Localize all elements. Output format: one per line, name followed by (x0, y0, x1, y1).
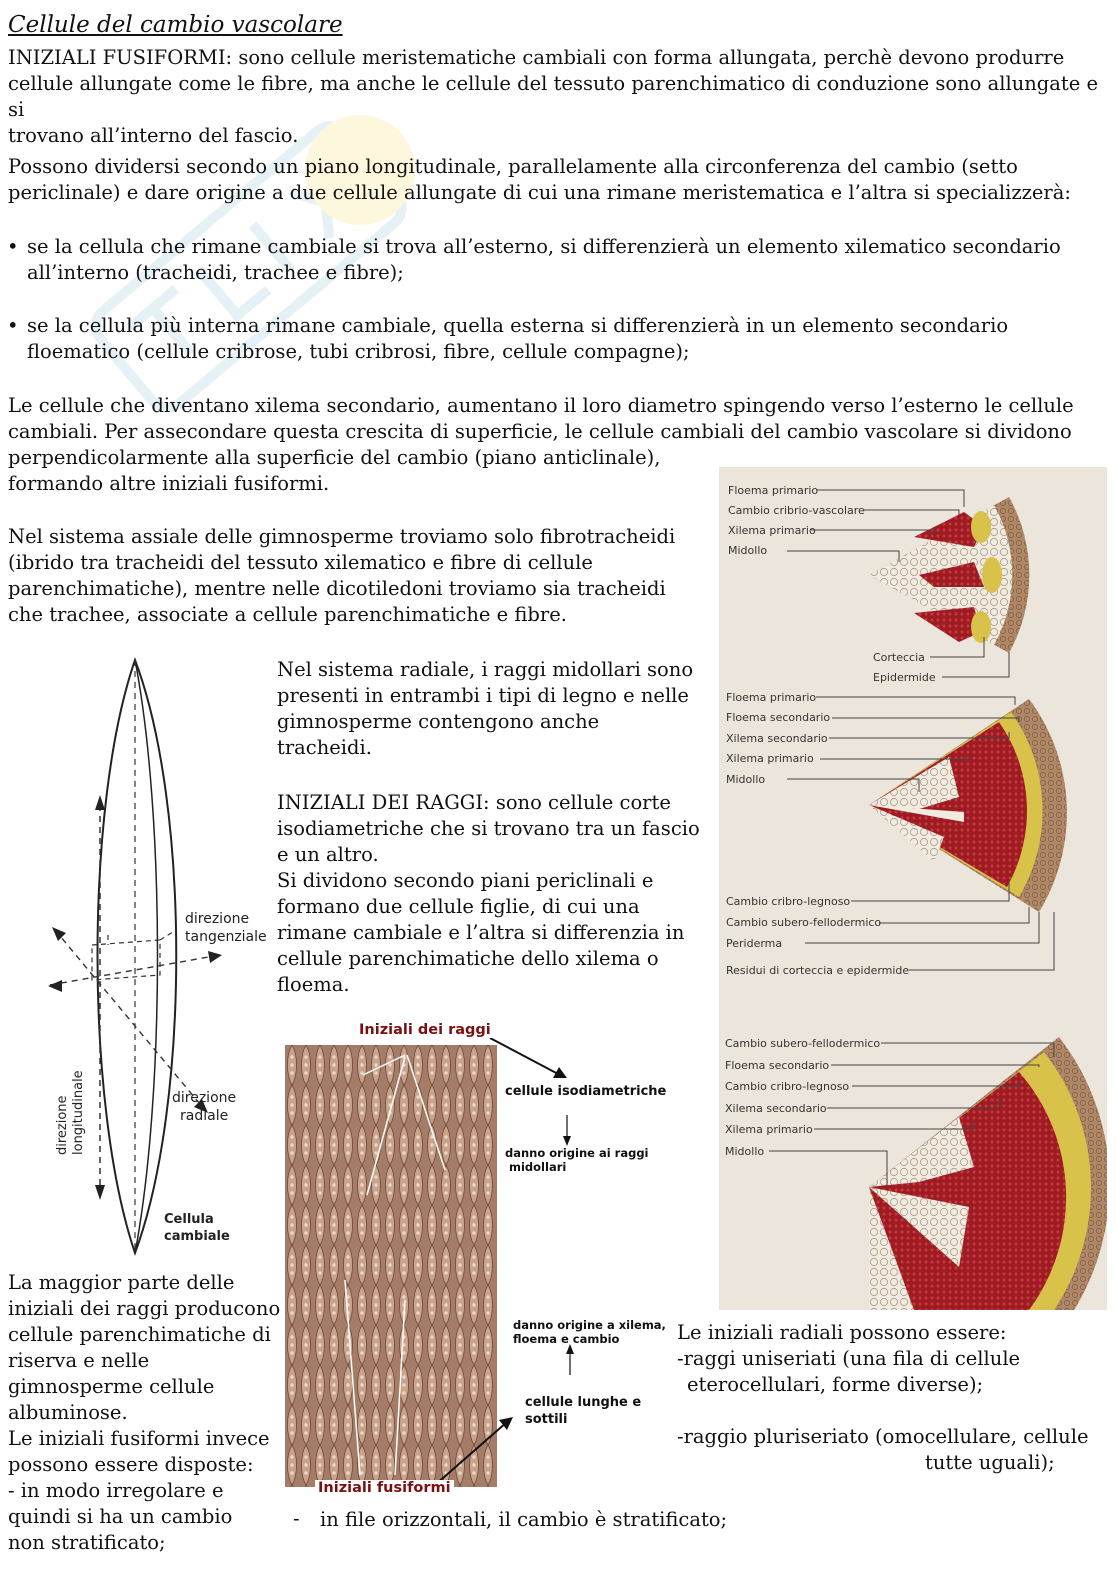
label-c-primary-xylem: Xilema primario (725, 1123, 813, 1136)
label-c-secondary-phloem: Floema secondario (725, 1059, 830, 1072)
label-a-cambium: Cambio cribrio-vascolare (728, 504, 865, 517)
stem-sector-drawings (719, 467, 1107, 1310)
label-b-secondary-xylem: Xilema secondario (726, 732, 828, 745)
label-ray-initials: Iniziali dei raggi (356, 1022, 494, 1038)
stem-growth-figure (719, 467, 1107, 1310)
label-origin-xylem-1: danno origine a xilema, (513, 1318, 666, 1332)
label-long-cells-1: cellule lunghe e (525, 1395, 642, 1410)
label-b-periderm: Periderma (726, 937, 783, 950)
label-c-pith: Midollo (725, 1145, 765, 1158)
paragraph-division: Possono dividersi secondo un piano longitudinale, parallelamente alla circonferenza del cambio (setto periclinale) e dare origine a due cellule allungate di cui una rimane meristematica e l’altra si specializzerà: (8, 155, 1071, 204)
sector-a (869, 497, 1029, 653)
label-radial-direction-1: direzione (172, 1090, 237, 1106)
label-tangential-direction: direzione tangenziale (185, 911, 267, 945)
dash-marker: - (293, 1507, 300, 1530)
cambial-cell-figure (40, 655, 270, 1265)
paragraph-ray-initials: INIZIALI DEI RAGGI: sono cellule corte isodiametriche che si trovano tra un fascio e un altro. Si dividono secondo piani periclinali e formano due cellule figlie, di cui una rimane cambiale e l’altra si differenzia in cellule parenchimatiche dello xilema o floema. (277, 791, 700, 996)
label-b-cork-cambium: Cambio subero-fellodermico (726, 916, 882, 929)
paragraph-secondary-xylem: Le cellule che diventano xilema secondario, aumentano il loro diametro spingendo verso l’esterno le cellule cambiali. Per assecondare questa crescita di superficie, le cellule cambiali del cambio vascolare si dividono perpendicolarmente alla superficie del cambio (piano anticlinale), formando altre iniziali fusiformi. (8, 394, 1074, 495)
label-b-pith: Midollo (726, 773, 766, 786)
sector-c (869, 1037, 1107, 1310)
label-cambial-cell-2: cambiale (164, 1229, 230, 1244)
label-a-cortex: Corteccia (873, 651, 925, 664)
label-c-cork-cambium: Cambio subero-fellodermico (725, 1037, 881, 1050)
page-title: Cellule del cambio vascolare (8, 12, 343, 38)
label-b-primary-phloem: Floema primario (726, 691, 817, 704)
paragraph-stratified: in file orizzontali, il cambio è stratificato; (320, 1508, 728, 1531)
label-radial-direction-2: radiale (180, 1108, 229, 1124)
paragraph-radial-system: Nel sistema radiale, i raggi midollari sono presenti in entrambi i tipi di legno e nelle gimnosperme contengono anche tracheidi. (277, 658, 694, 759)
sector-b (869, 699, 1067, 912)
micrograph-figure (285, 1020, 675, 1500)
cambial-cell-drawing (40, 655, 270, 1265)
label-origin-xylem-2: floema e cambio (513, 1332, 620, 1346)
paragraph-ray-products: La maggior parte delle iniziali dei raggi producono cellule parenchimatiche di riserva e nelle gimnosperme cellule albuminose. Le iniziali fusiformi invece possono essere disposte: - in modo irregolare e quindi si ha un cambio non stratificato; (8, 1271, 281, 1554)
label-c-secondary-xylem: Xilema secondario (725, 1102, 827, 1115)
label-b-residues: Residui di corteccia e epidermide (726, 964, 910, 977)
bullet-xylem: • se la cellula che rimane cambiale si trova all’esterno, si differenzierà un elemento xilematico secondario all’interno (tracheidi, trachee e fibre); (7, 235, 1061, 284)
label-a-pith: Midollo (728, 544, 768, 557)
label-a-primary-xylem: Xilema primario (728, 524, 816, 537)
label-a-primary-phloem: Floema primario (728, 484, 819, 497)
label-longitudinal-direction: direzione longitudinale (55, 1070, 86, 1155)
label-origin-rays-2: midollari (509, 1160, 567, 1174)
label-b-cambium: Cambio cribro-legnoso (726, 895, 851, 908)
label-b-primary-xylem: Xilema primario (726, 752, 814, 765)
label-a-epidermis: Epidermide (873, 671, 936, 684)
paragraph-fusiform: INIZIALI FUSIFORMI: sono cellule meristematiche cambiali con forma allungata, perchè devono produrre cellule allungate come le fibre, ma anche le cellule del tessuto parenchimatico di conduzione sono allungate e si trovano all’interno del fascio. (8, 46, 1099, 147)
label-b-secondary-phloem: Floema secondario (726, 711, 831, 724)
label-origin-rays-1: danno origine ai raggi (505, 1146, 649, 1160)
label-isodiametric-cells: cellule isodiametriche (505, 1084, 667, 1099)
label-long-cells-2: sottili (525, 1412, 568, 1427)
label-cambial-cell-1: Cellula (164, 1212, 214, 1227)
bullet-phloem: • se la cellula più interna rimane cambiale, quella esterna si differenzierà in un elemento secondario floematico (cellule cribrose, tubi cribrosi, fibre, cellule compagne); (7, 314, 1009, 363)
paragraph-radial-initials: Le iniziali radiali possono essere: -raggi uniseriati (una fila di cellule eterocellulari, forme diverse); -raggio pluriseriato (omocellulare, cellule tutte uguali); (677, 1321, 1089, 1474)
label-fusiform-initials: Iniziali fusiformi (315, 1480, 454, 1496)
label-c-cambium: Cambio cribro-legnoso (725, 1080, 850, 1093)
paragraph-axial-system: Nel sistema assiale delle gimnosperme troviamo solo fibrotracheidi (ibrido tra tracheidi del tessuto xilematico e fibre di cellule parenchimatiche), mentre nelle dicotiledoni troviamo sia tracheidi che trachee, associate a cellule parenchimatiche e fibre. (8, 525, 676, 626)
